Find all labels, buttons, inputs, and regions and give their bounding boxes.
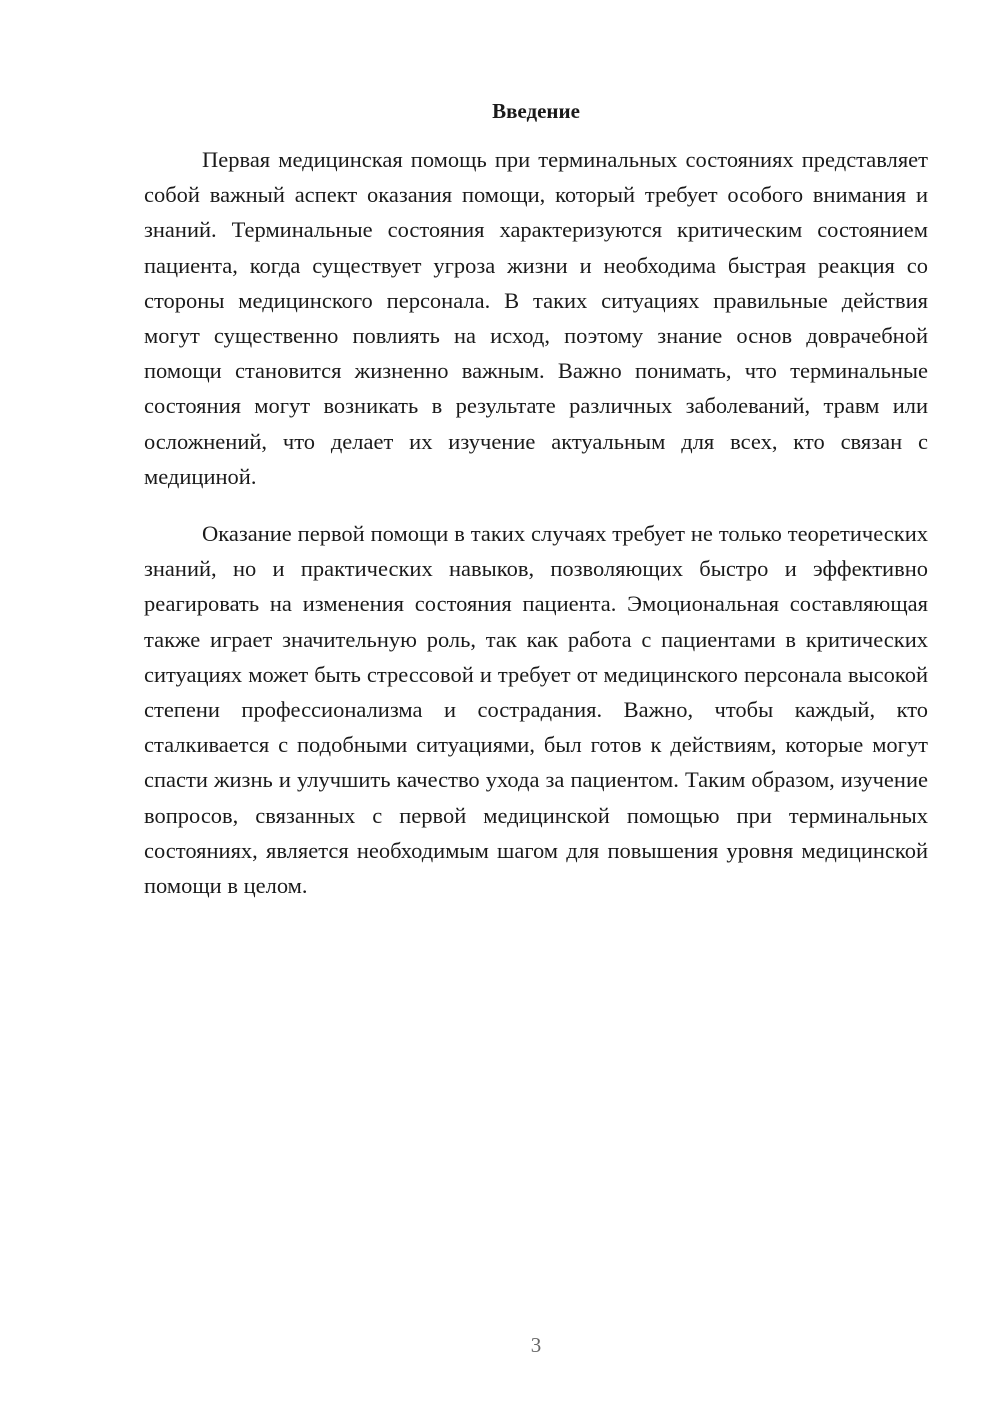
paragraph-2: Оказание первой помощи в таких случаях требует не только теоретических знаний, но и практических навыков, позволяющих быстро и эффективно реагировать на изменения состояния пациента. Эмоциональная составляющая также играет значительную роль, так как работа с пациентами в критических ситуациях может быть стрессовой и требует от медицинского персонала высокой степени профессионализма и сострадания. Важно, чтобы каждый, кто сталкивается с подобными ситуациями, был готов к действиям, которые могут спасти жизнь и улучшить качество ухода за пациентом. Таким образом, изучение вопросов, связанных с первой медицинской помощью при терминальных состояниях, является необходимым шагом для повышения уровня медицинской помощи в целом.: [144, 521, 928, 899]
section-title: Введение: [492, 99, 580, 123]
page-number: 3: [530, 1333, 542, 1357]
paragraph-1: Первая медицинская помощь при терминальных состояниях представляет собой важный аспект оказания помощи, который требует особого внимания и знаний. Терминальные состояния характеризуются критическим состоянием пациента, когда существует угроза жизни и необходима быстрая реакция со стороны медицинского персонала. В таких ситуациях правильные действия могут существенно повлиять на исход, поэтому знание основ доврачебной помощи становится жизненно важным. Важно понимать, что терминальные состояния могут возникать в результате различных заболеваний, травм или осложнений, что делает их изучение актуальным для всех, кто связан с медициной.: [144, 147, 928, 489]
